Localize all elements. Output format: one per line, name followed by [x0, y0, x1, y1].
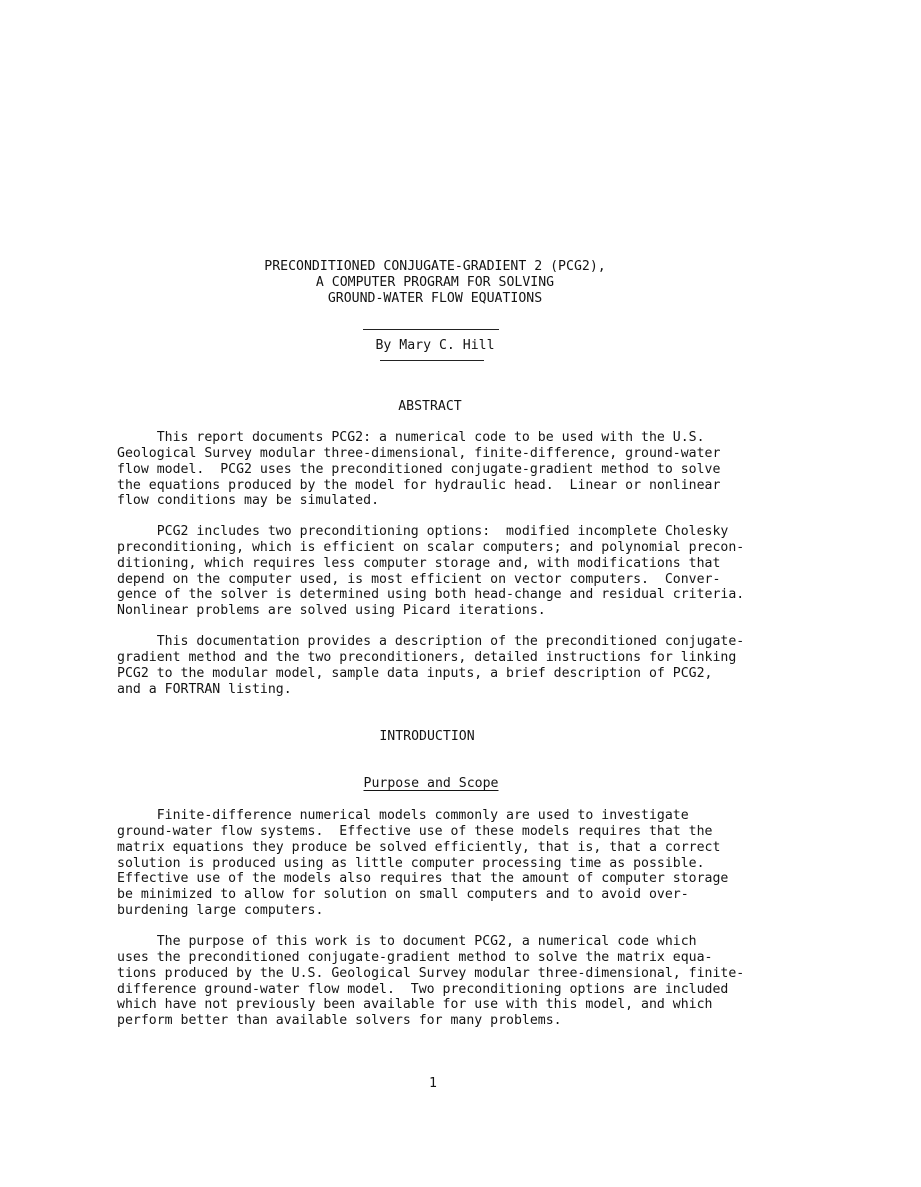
text-line: uses the preconditioned conjugate-gradient method to solve the matrix equa- [117, 949, 713, 965]
text-line: Geological Survey modular three-dimensional, finite-difference, ground-water [117, 445, 721, 461]
author-rule-bottom [380, 360, 484, 361]
abstract-paragraph-3 [117, 634, 757, 697]
text-line: which have not previously been available for use with this model, and which [117, 997, 713, 1013]
text-line: burdening large computers. [117, 903, 324, 919]
introduction-paragraph-1 [117, 808, 757, 919]
text-line: flow model. PCG2 uses the preconditioned conjugate-gradient method to solve [117, 461, 721, 477]
text-line: depend on the computer used, is most efficient on vector computers. Conver- [117, 571, 721, 587]
text-line: solution is produced using as little computer processing time as possible. [117, 855, 705, 871]
text-line: tions produced by the U.S. Geological Survey modular three-dimensional, finite- [117, 965, 745, 981]
purpose-and-scope-heading [0, 776, 862, 792]
text-line: PCG2 includes two preconditioning options: modified incomplete Cholesky [117, 524, 729, 539]
title-line-3: GROUND-WATER FLOW EQUATIONS [327, 291, 543, 306]
text-line: PCG2 to the modular model, sample data inputs, a brief description of PCG2, [117, 665, 713, 681]
text-line: This report documents PCG2: a numerical code to be used with the U.S. [117, 430, 705, 445]
author-byline: By Mary C. Hill [375, 338, 495, 353]
text-line: gence of the solver is determined using both head-change and residual criteria. [117, 587, 745, 603]
introduction-paragraph-2 [117, 934, 757, 1029]
text-line: The purpose of this work is to document PCG2, a numerical code which [117, 934, 697, 949]
text-line: difference ground-water flow model. Two preconditioning options are included [117, 981, 729, 997]
title-line-1: PRECONDITIONED CONJUGATE-GRADIENT 2 (PCG2), [264, 259, 606, 274]
text-line: ditioning, which requires less computer storage and, with modifications that [117, 555, 721, 571]
abstract-paragraph-1 [117, 430, 757, 509]
text-line: flow conditions may be simulated. [117, 493, 380, 509]
text-line: gradient method and the two preconditioners, detailed instructions for linking [117, 649, 737, 665]
text-line: Finite-difference numerical models commonly are used to investigate [117, 808, 689, 823]
text-line: Effective use of the models also requires that the amount of computer storage [117, 871, 729, 887]
author-rule-top [363, 329, 499, 330]
text-line: the equations produced by the model for hydraulic head. Linear or nonlinear [117, 477, 721, 493]
introduction-heading: INTRODUCTION [379, 729, 475, 744]
text-line: preconditioning, which is efficient on scalar computers; and polynomial precon- [117, 539, 745, 555]
report-title [0, 259, 870, 307]
text-line: Nonlinear problems are solved using Picard iterations. [117, 603, 546, 619]
abstract-paragraph-2 [117, 524, 757, 619]
text-line: ground-water flow systems. Effective use of these models requires that the [117, 823, 713, 839]
abstract-heading: ABSTRACT [398, 399, 462, 414]
text-line: This documentation provides a description of the preconditioned conjugate- [117, 634, 745, 649]
title-line-2: A COMPUTER PROGRAM FOR SOLVING [315, 275, 555, 290]
text-line: matrix equations they produce be solved efficiently, that is, that a correct [117, 839, 721, 855]
text-line: and a FORTRAN listing. [117, 681, 292, 697]
text-line: perform better than available solvers for many problems. [117, 1013, 562, 1029]
page-number: 1 [429, 1076, 437, 1091]
subheading-text: Purpose and Scope [363, 776, 499, 791]
text-line: be minimized to allow for solution on small computers and to avoid over- [117, 887, 689, 903]
